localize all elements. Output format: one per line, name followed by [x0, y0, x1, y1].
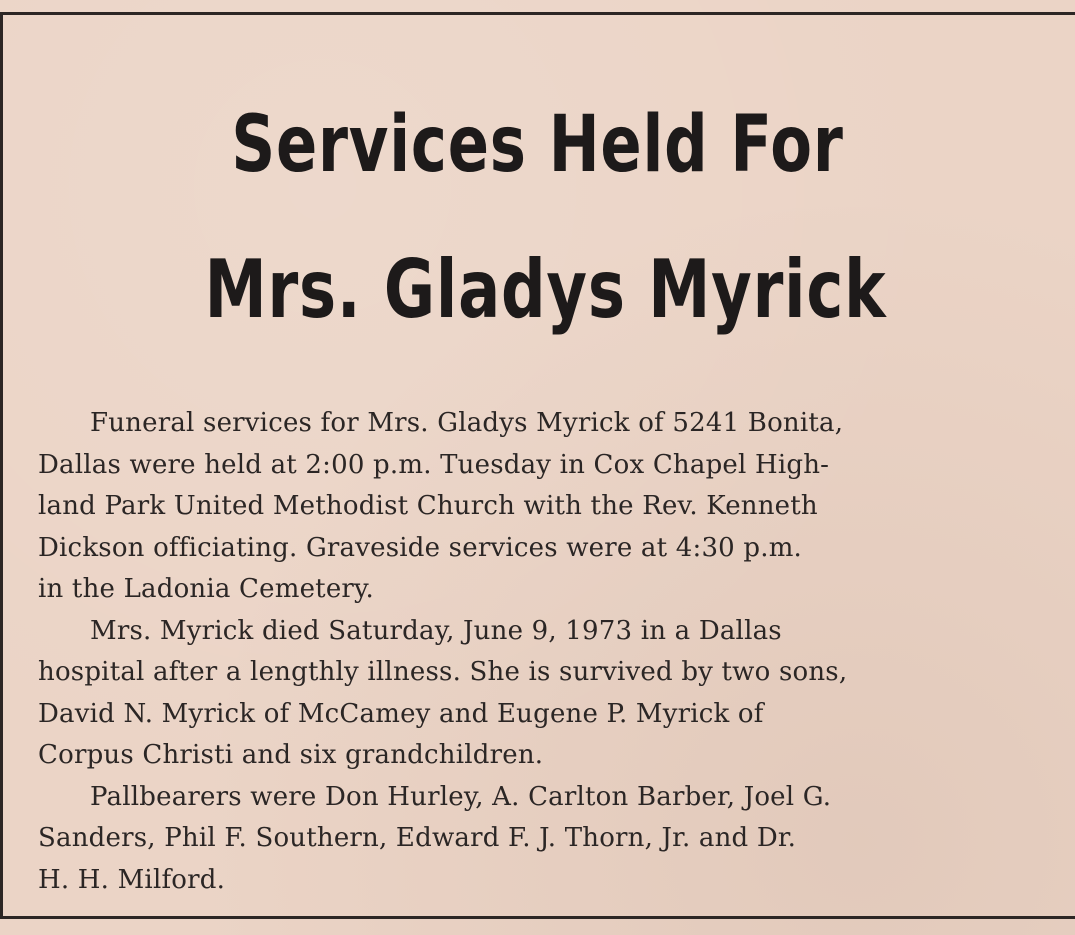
bottom-rule	[0, 916, 1075, 919]
article-line: Corpus Christi and six grandchildren.	[38, 740, 544, 770]
left-border	[0, 12, 3, 919]
article-body	[38, 403, 1048, 901]
article-line: in the Ladonia Cemetery.	[38, 574, 374, 604]
article-line: Mrs. Myrick died Saturday, June 9, 1973 in a Dallas	[90, 615, 782, 646]
article-line: land Park United Methodist Church with the Rev. Kenneth	[38, 491, 818, 521]
article-line: Pallbearers were Don Hurley, A. Carlton Barber, Joel G.	[90, 781, 832, 812]
article-line: hospital after a lengthly illness. She is survived by two sons,	[38, 657, 848, 687]
headline-line-2: Mrs. Gladys Myrick	[204, 243, 887, 336]
headline-line-1: Services Held For	[231, 100, 844, 190]
article-line: Dickson officiating. Graveside services were at 4:30 p.m.	[38, 532, 803, 563]
article-line: H. H. Milford.	[38, 864, 226, 895]
top-rule	[0, 12, 1075, 15]
article-line: Sanders, Phil F. Southern, Edward F. J. Thorn, Jr. and Dr.	[38, 823, 797, 853]
article-line: David N. Myrick of McCamey and Eugene P. Myrick of	[38, 698, 764, 729]
article-line: Dallas were held at 2:00 p.m. Tuesday in Cox Chapel High-	[38, 449, 830, 480]
article-line: Funeral services for Mrs. Gladys Myrick of 5241 Bonita,	[90, 408, 844, 438]
